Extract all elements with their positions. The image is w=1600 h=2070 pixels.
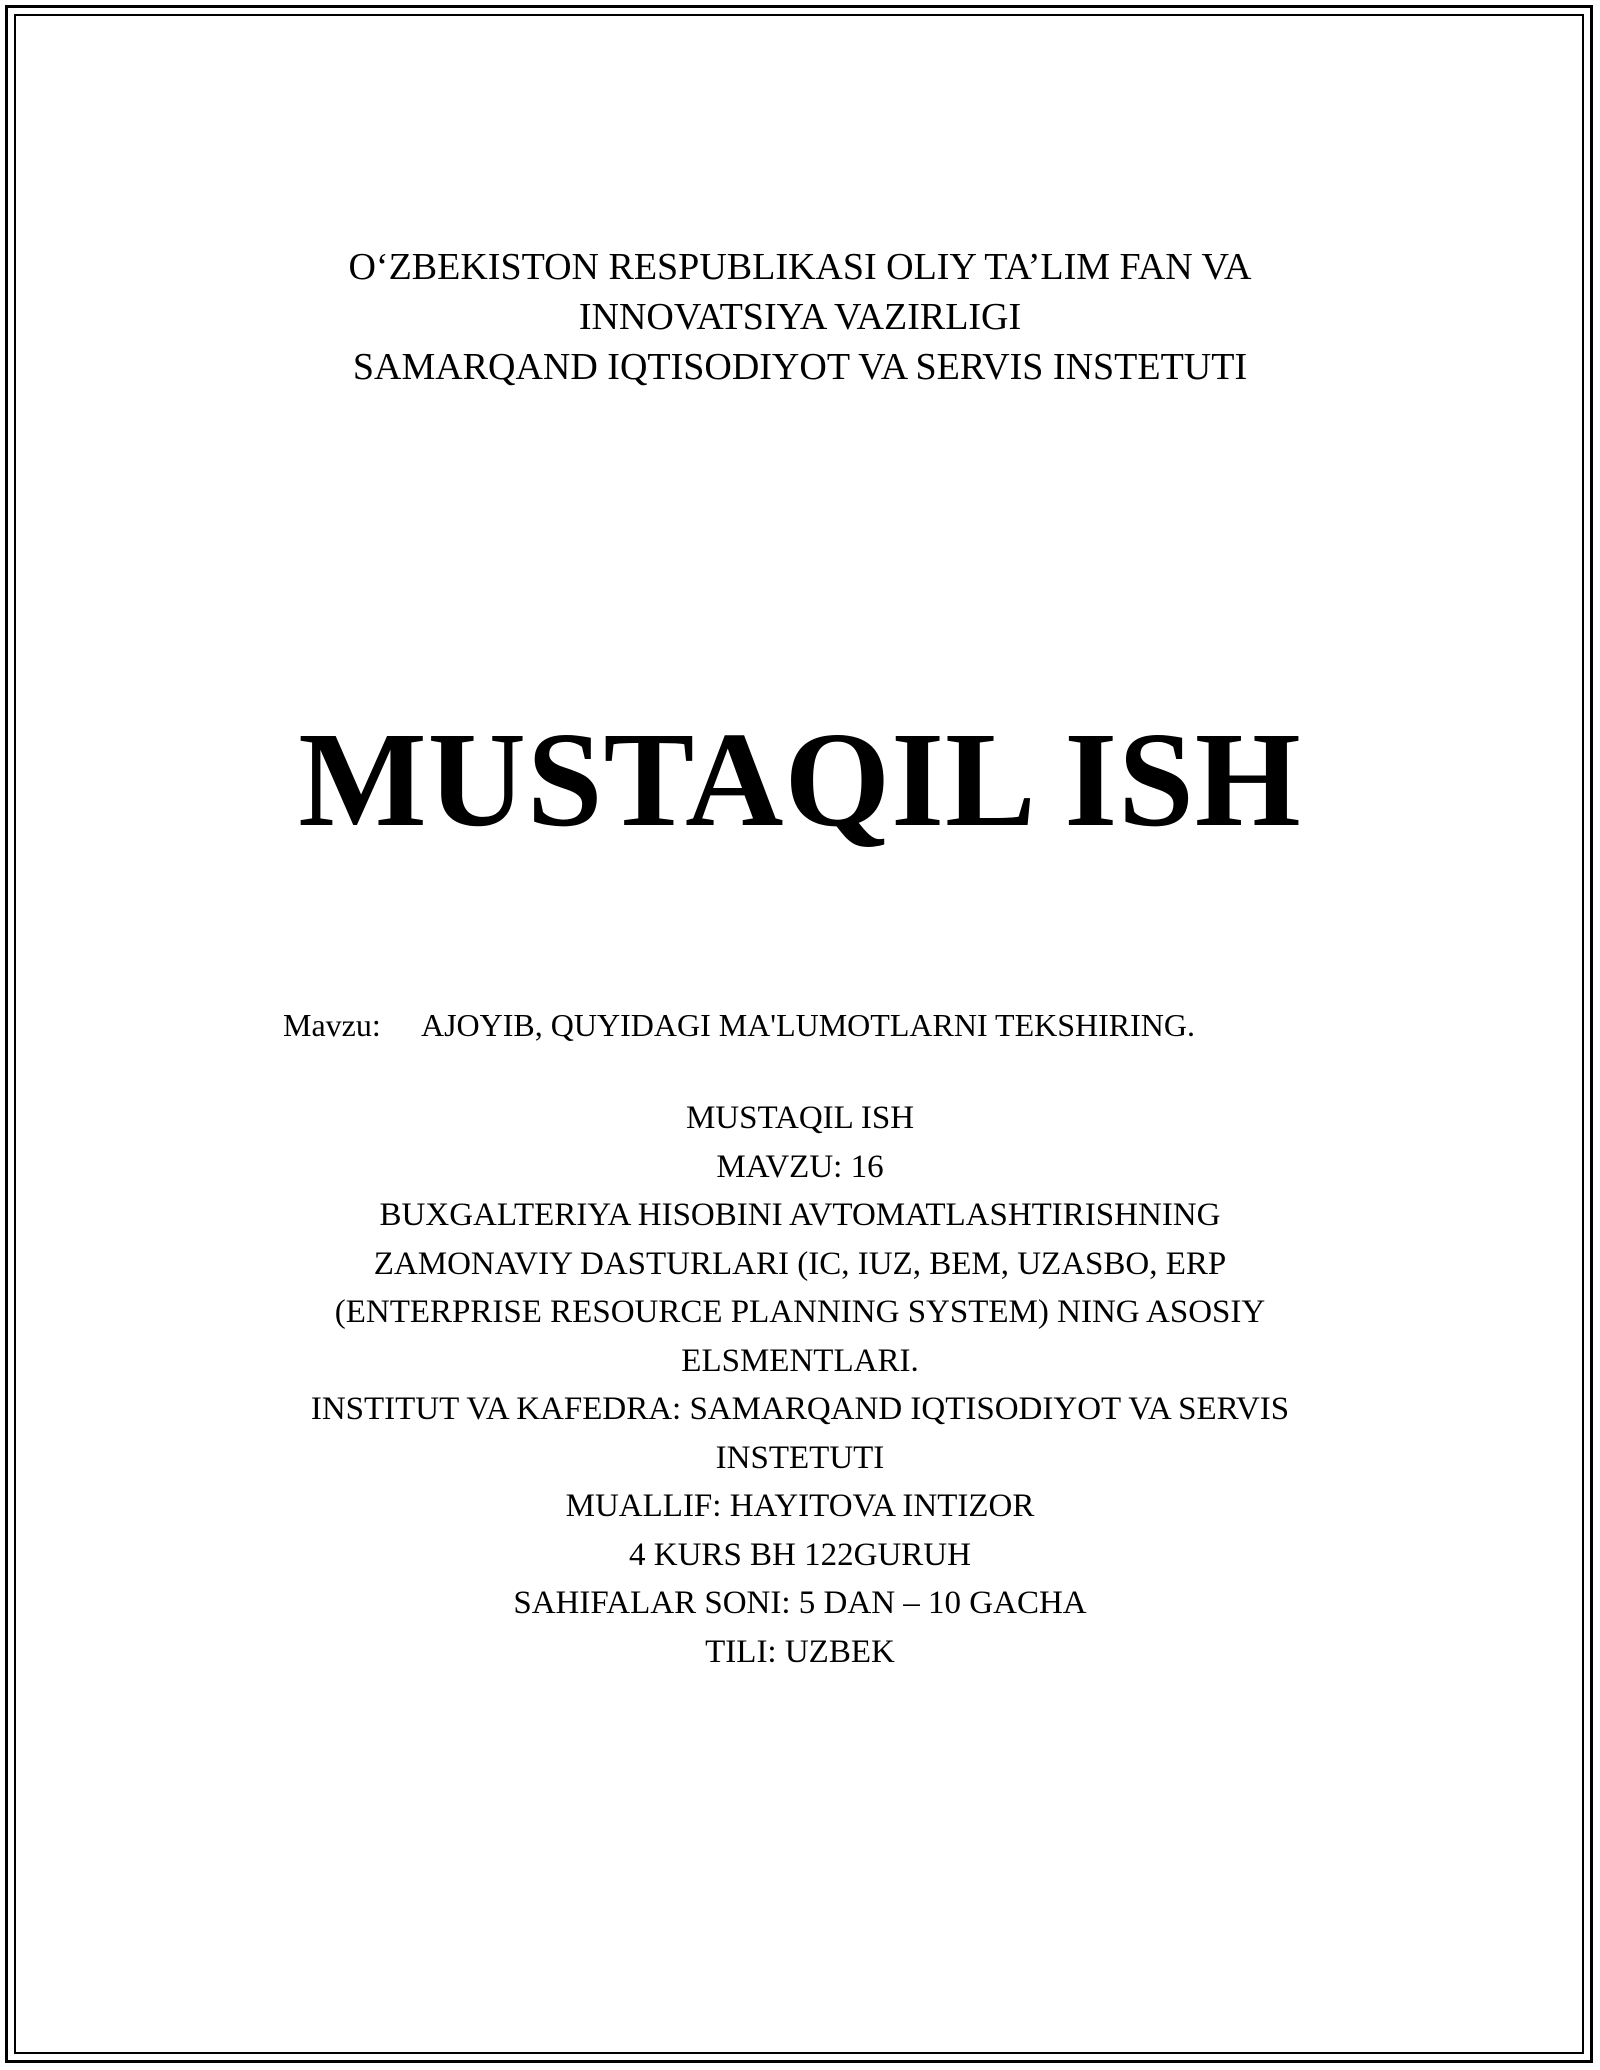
details-line: ZAMONAVIY DASTURLARI (IC, IUZ, BEM, UZASBO, ERP (373, 1245, 1227, 1282)
header-line: INNOVATSIYA VAZIRLIGI (578, 296, 1022, 338)
details-line: 4 KURS BH 122GURUH (629, 1536, 971, 1573)
header-line: O‘ZBEKISTON RESPUBLIKASI OLIY TA’LIM FAN VA (348, 246, 1252, 288)
topic-row (283, 1002, 1383, 1048)
details-line: (ENTERPRISE RESOURCE PLANNING SYSTEM) NING ASOSIY (334, 1294, 1266, 1330)
details-block (0, 1094, 1600, 1676)
header-line: SAMARQAND IQTISODIYOT VA SERVIS INSTETUTI (352, 346, 1248, 388)
details-line: INSTETUTI (715, 1439, 885, 1476)
details-line: MAVZU: 16 (716, 1148, 884, 1185)
ministry-header (0, 242, 1600, 392)
details-line: MUSTAQIL ISH (685, 1100, 915, 1136)
details-line: ELSMENTLARI. (681, 1342, 919, 1379)
details-line: MUALLIF: HAYITOVA INTIZOR (565, 1488, 1035, 1524)
details-line: TILI: UZBEK (705, 1633, 895, 1670)
document-title: MUSTAQIL ISH (298, 705, 1302, 855)
details-line: INSTITUT VA KAFEDRA: SAMARQAND IQTISODIYOT VA SERVIS (310, 1391, 1290, 1427)
details-line: SAHIFALAR SONI: 5 DAN – 10 GACHA (513, 1585, 1087, 1621)
topic-value: AJOYIB, QUYIDAGI MA'LUMOTLARNI TEKSHIRING. (420, 1007, 1195, 1043)
details-line: BUXGALTERIYA HISOBINI AVTOMATLASHTIRISHNING (379, 1197, 1221, 1233)
topic-label: Mavzu: (283, 1007, 381, 1043)
